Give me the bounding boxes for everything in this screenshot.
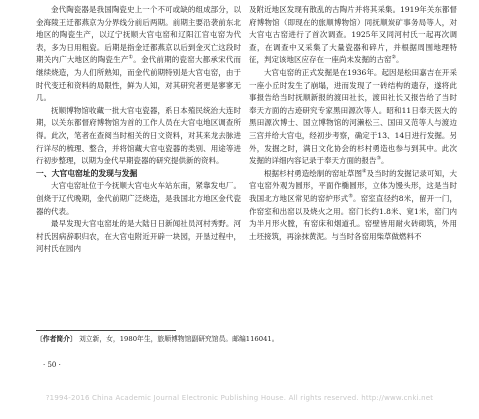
footnote-marker: ④ — [362, 168, 367, 175]
paragraph-intro — [36, 4, 241, 105]
right-column — [249, 4, 457, 243]
copyright-watermark: ?1994-2016 China Academic Journal Electronic Publishing House. All rights reserved. http://www.cnki.net — [45, 394, 434, 402]
author-note-text: 刘立新，女，1980年生，旅顺博物馆副研究馆员。邮编116041。 — [78, 335, 279, 343]
paragraph-excavation-text: 大官屯窑的正式发掘是在1936年。起因是松田嘉吉在开采一座小丘时发生了崩塌，进而发现了一砖结构的遗存，遂将此事报告给当时抚顺新报的渡田社长，渡田社长又报告给了当时奉天方面的古迹研究专家黑田源次等人。昭和11日奉天医大的黑田源次博士、国立博物馆的河濑松三、国田又范等人与渡边三宫并给大官屯，经初步考察，确定于13、14日进行发掘。另外，发掘之时，满日文化协会的杉村勇造也参与到其中。此次发掘的详细内容记录于奉天方面的报告 — [249, 67, 457, 166]
paragraph-location: 大官屯窑址位于今抚顺大官屯火车站东南，紧靠发电厂。创烧于辽代晚期，金代前期广泛烧造，是我国北方地区金代瓷器的代表。 — [36, 181, 241, 216]
footnote-marker: ② — [391, 54, 396, 61]
footnote-marker: ⑤ — [348, 193, 353, 200]
paragraph-excavation — [249, 67, 457, 168]
paragraph-collection: 抚顺博物馆收藏一批大官屯瓷器，系日本殖民统治大连时期，以关东都督府博物馆为首的工作人员在大官屯地区调查所得。此次，笔者在查阅当时相关的日文资料，对其来龙去脉进行详尽的梳理、整合，并将馆藏大官屯瓷器的类别、用途等进行初步整理，以期为金代早期瓷器的研究提供新的资料。 — [36, 105, 241, 166]
footnote-divider — [36, 330, 176, 331]
paragraph-discovery: 最早发现大官屯窑址的是大陆日日新闻社员河村秀野。河村氏因病辞职归农，在大官屯附近开辟一块园，开垦过程中，河村氏在园内 — [36, 219, 241, 254]
paragraph-excavation-tail: 。 — [380, 156, 389, 166]
paragraph-survey-tail: 。 — [395, 55, 404, 65]
section-heading: 一、大官屯窑址的发现与发掘 — [36, 168, 138, 178]
paragraph-kiln-mid: 及当时的发掘记录可知，大官屯窑外观为圆形，平面作椭圆形，立体为馒头形，这是当时我国北方地区常见的窑炉形式 — [249, 168, 458, 203]
paragraph-kiln-structure — [249, 168, 457, 244]
footnote-marker: ③ — [376, 155, 381, 162]
author-note — [36, 334, 456, 344]
paragraph-kiln-tail: 。窑室直径约8米，留开一门，作窑室和出窑以及烧火之用。窑门长约1.8米、宽1米，窑门内为半月形火膛，有窑床和烟道孔。窑壁皆用耐火砖砌筑，外用土坯接筑，再涂抹黄泥。与当时各窑用柴草做燃料不 — [249, 193, 458, 241]
paragraph-survey-text: 及附近地区发现有散乱的古陶片并将其采集。1919年关东都督府博物馆（即现在的旅顺博物馆）同抚顺炭矿事务局等人，对大官屯古窑进行了首次调查。1925年又同河村氏一起再次调查，在调查中又采集了大量瓷器和碎片，并根据周围地理特征，判定该地区应存在一座尚未发掘的古窑 — [249, 5, 457, 65]
page-number: · 50 · — [43, 361, 61, 369]
paragraph-intro-text: 金代陶瓷器是我国陶瓷史上一个不可或缺的组成部分，以金海陵王迁都燕京为分界线分前后两期。前期主要沿袭前东北地区的陶瓷生产，以辽宁抚顺大官屯窑和辽阳江官屯窑为代表，多为日用粗瓷。后期是指金迁都燕京以后到金灭亡这段时期关内广大地区的陶瓷生产 — [36, 5, 241, 65]
footnote-marker: ① — [128, 54, 134, 61]
author-note-label: 〔作者简介〕 — [36, 335, 77, 343]
paragraph-kiln-text: 根据杉村勇造绘制的窑址草图 — [264, 168, 363, 178]
left-column — [36, 4, 241, 256]
paragraph-survey — [249, 4, 457, 67]
paragraph-intro-tail: 。金代前期的瓷窑大都承宋代而继续烧造，为人们所熟知，而金代前期特别是大官屯窑，由于时代变迁和资料的局限性，鲜为人知，对其研究者更是寥寥无几。 — [36, 55, 242, 103]
